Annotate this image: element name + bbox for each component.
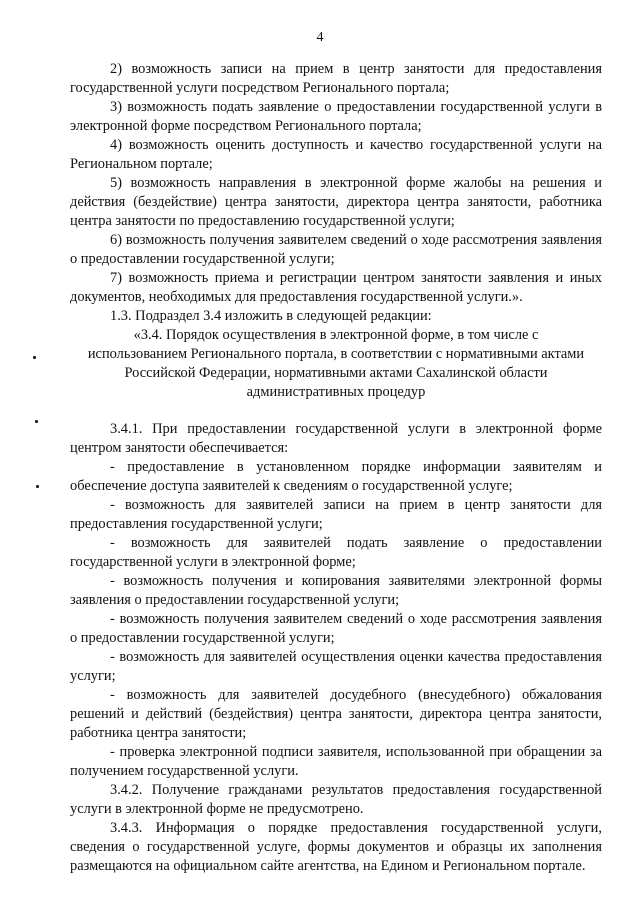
list-item-5: 5) возможность направления в электронной форме жалобы на решения и действия (бездействие) центра занятости, директора центра занятости, работника центра занятости по предоставлению государственной услуги;	[70, 175, 602, 229]
section-heading	[70, 326, 602, 402]
margin-mark	[35, 420, 38, 423]
bullet-item: - возможность получения заявителем сведений о ходе рассмотрения заявления о предоставлении государственной услуги;	[70, 611, 602, 646]
heading-line: Российской Федерации, нормативными актами Сахалинской области	[124, 365, 548, 381]
clause-3-4-1: 3.4.1. При предоставлении государственной услуги в электронной форме центром занятости обеспечивается:	[70, 421, 602, 456]
list-item-7: 7) возможность приема и регистрации центром занятости заявления и иных документов, необходимых для предоставления государственной услуги.».	[70, 270, 602, 305]
page-number: 4	[316, 30, 324, 45]
list-item-3: 3) возможность подать заявление о предоставлении государственной услуги в электронной форме посредством Регионального портала;	[70, 99, 602, 134]
bullet-item: - возможность для заявителей осуществления оценки качества предоставления услуги;	[70, 649, 602, 684]
heading-line: административных процедур	[246, 384, 426, 400]
bullet-item: - возможность для заявителей досудебного (внесудебного) обжалования решений и действий (бездействия) центра занятости, директора центра занятости, работника центра занятости;	[70, 687, 602, 741]
bullet-item: - возможность для заявителей подать заявление о предоставлении государственной услуги в электронной форме;	[70, 535, 602, 570]
clause-3-4-3: 3.4.3. Информация о порядке предоставления государственной услуги, сведения о государственной услуге, формы документов и образцы их заполнения размещаются на официальном сайте агентства, на Едином и Региональном портале.	[70, 820, 602, 874]
margin-mark	[33, 356, 36, 359]
bullet-item: - предоставление в установленном порядке информации заявителям и обеспечение доступа заявителей к сведениям о государственной услуге;	[70, 459, 602, 494]
list-item-6: 6) возможность получения заявителем сведений о ходе рассмотрения заявления о предоставлении государственной услуги;	[70, 232, 602, 267]
amendment-paragraph: 1.3. Подраздел 3.4 изложить в следующей редакции:	[110, 308, 432, 324]
bullet-item: - возможность для заявителей записи на прием в центр занятости для предоставления государственной услуги;	[70, 497, 602, 532]
bullet-item: - возможность получения и копирования заявителями электронной формы заявления о предоставлении государственной услуги;	[70, 573, 602, 608]
clause-3-4-2: 3.4.2. Получение гражданами результатов предоставления государственной услуги в электронной форме не предусмотрено.	[70, 782, 602, 817]
margin-mark	[36, 485, 39, 488]
list-item-4: 4) возможность оценить доступность и качество государственной услуги на Региональном портале;	[70, 137, 602, 172]
bullet-item: - проверка электронной подписи заявителя, использованной при обращении за получением государственной услуги.	[70, 744, 602, 779]
heading-line: «3.4. Порядок осуществления в электронной форме, в том числе с	[133, 327, 539, 343]
list-item-2: 2) возможность записи на прием в центр занятости для предоставления государственной услуги посредством Регионального портала;	[70, 61, 602, 96]
document-body	[70, 60, 602, 876]
heading-line: использованием Регионального портала, в соответствии с нормативными актами	[87, 346, 585, 362]
